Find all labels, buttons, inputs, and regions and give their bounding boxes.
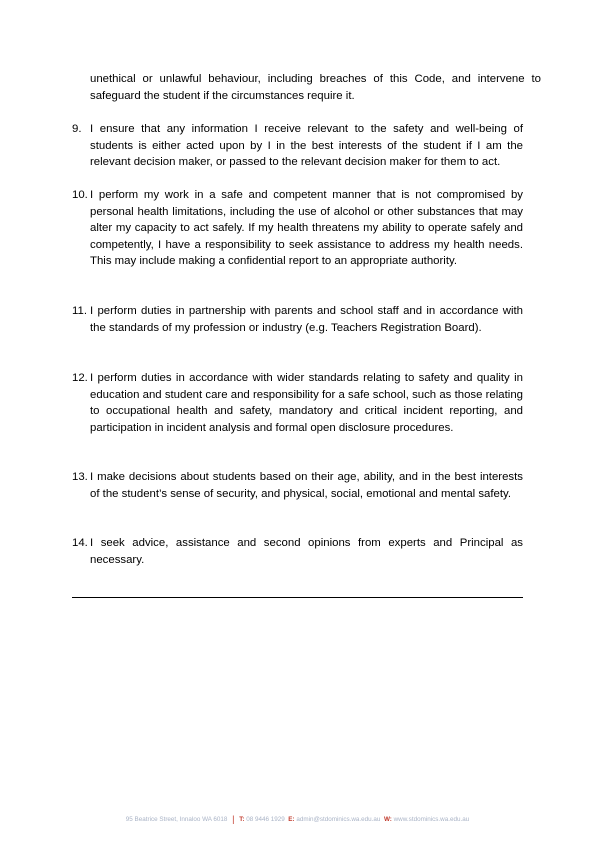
- horizontal-rule: [72, 597, 523, 598]
- footer-phone: 08 9446 1929: [246, 816, 285, 823]
- footer-address: 95 Beatrice Street, Innaloo WA 6018: [125, 816, 228, 823]
- list-item-number: 9.: [72, 123, 82, 135]
- list-item-number: 14.: [72, 537, 88, 549]
- list-item-text: I seek advice, assistance and second opinions from experts and Principal as necessary.: [90, 537, 523, 566]
- list-item-text: I ensure that any information I receive relevant to the safety and well-being of students is either acted upon by I in the best interests of the student if I am the relevant decision maker, or passed to the relevant decision maker for them to act.: [90, 123, 523, 168]
- footer-web-label: W:: [383, 816, 392, 823]
- footer-email[interactable]: admin@stdominics.wa.edu.au: [296, 816, 381, 823]
- list-item: [72, 121, 523, 171]
- list-item-number: 10.: [72, 189, 88, 201]
- list-item: [72, 187, 523, 270]
- footer-separator: |: [232, 814, 235, 824]
- page-footer: [0, 814, 595, 824]
- continued-paragraph: unethical or unlawful behaviour, including breaches of this Code, and intervene to safeguard the student if the circumstances require it.: [90, 73, 541, 102]
- list-item: [72, 469, 523, 502]
- list-item-number: 12.: [72, 372, 88, 384]
- list-item: [72, 303, 523, 336]
- list-item-text: I perform duties in partnership with parents and school staff and in accordance with the standards of my profession or industry (e.g. Teachers Registration Board).: [90, 305, 523, 334]
- list-item-text: I make decisions about students based on their age, ability, and in the best interests of the student’s sense of security, and physical, social, emotional and mental safety.: [90, 471, 523, 500]
- list-item: [72, 370, 523, 436]
- list-item-number: 11.: [72, 305, 87, 317]
- footer-email-label: E:: [288, 816, 295, 823]
- list-item-text: I perform my work in a safe and competent manner that is not compromised by personal health limitations, including the use of alcohol or other substances that may alter my capacity to act safely. If my health threatens my ability to operate safely and competently, I have a responsibility to seek assistance to address my health needs. This may include making a confidential report to an appropriate authority.: [90, 189, 523, 267]
- footer-phone-label: T:: [239, 816, 245, 823]
- list-item-number: 13.: [72, 471, 88, 483]
- footer-web[interactable]: www.stdominics.wa.edu.au: [393, 816, 470, 823]
- list-item-text: I perform duties in accordance with wider standards relating to safety and quality in education and student care and responsibility for a safe school, such as those relating to occupational health and safety, mandatory and critical incident reporting, and participation in incident analysis and formal open disclosure procedures.: [90, 372, 523, 434]
- list-item: [72, 535, 523, 568]
